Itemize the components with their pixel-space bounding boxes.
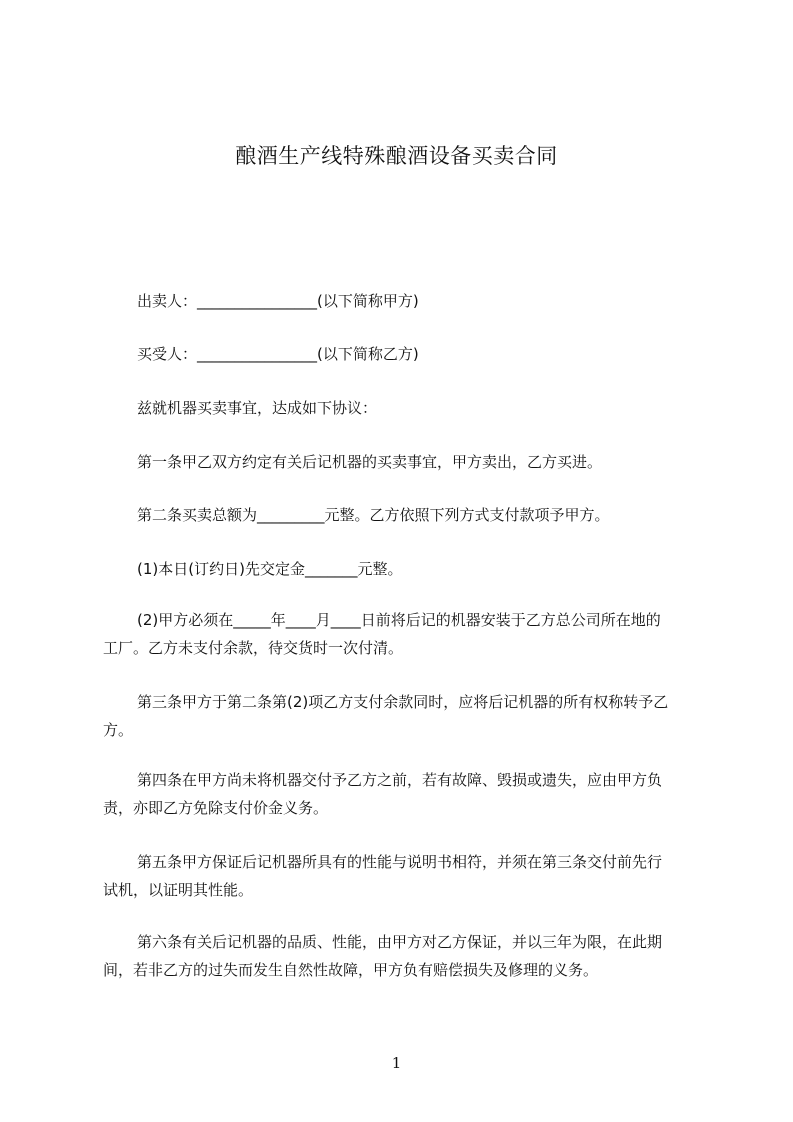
article-3-line-1: 第三条甲方于第二条第(2)项乙方支付余款同时，应将后记机器的所有权称转予乙 (137, 693, 669, 711)
article-2-item-2-line-2: 工厂。乙方未支付余款，待交货时一次付清。 (103, 639, 404, 657)
article-5-line-2: 试机，以证明其性能。 (103, 881, 254, 899)
article-2-item-1: (1)本日(订约日)先交定金_______元整。 (137, 560, 403, 578)
page-number: 1 (391, 1054, 402, 1072)
article-6 (103, 928, 703, 984)
article-2-item-2-line-1: (2)甲方必须在_____年____月____日前将后记的机器安装于乙方总公司所在地的 (137, 611, 661, 629)
article-2: 第二条买卖总额为_________元整。乙方依照下列方式支付款项予甲方。 (137, 506, 610, 524)
article-1: 第一条甲乙双方约定有关后记机器的买卖事宜，甲方卖出，乙方买进。 (137, 453, 603, 471)
intro-line: 兹就机器买卖事宜，达成如下协议： (137, 399, 378, 417)
seller-line: 出卖人：________________(以下简称甲方) (137, 292, 419, 310)
article-6-line-2: 间，若非乙方的过失而发生自然性故障，甲方负有赔偿损失及修理的义务。 (103, 961, 599, 979)
article-4 (103, 766, 703, 822)
article-2-item-2 (103, 606, 703, 662)
buyer-line: 买受人：________________(以下简称乙方) (137, 345, 419, 363)
article-3-line-2: 方。 (103, 721, 134, 739)
article-4-line-1: 第四条在甲方尚未将机器交付予乙方之前，若有故障、毁损或遗失，应由甲方负 (137, 771, 663, 789)
article-6-line-1: 第六条有关后记机器的品质、性能，由甲方对乙方保证，并以三年为限，在此期 (137, 933, 663, 951)
article-5 (103, 848, 703, 904)
article-3 (103, 688, 703, 744)
article-4-line-2: 责，亦即乙方免除支付价金义务。 (103, 799, 329, 817)
contract-title: 酿酒生产线特殊酿酒设备买卖合同 (235, 144, 558, 168)
article-5-line-1: 第五条甲方保证后记机器所具有的性能与说明书相符，并须在第三条交付前先行 (137, 853, 663, 871)
